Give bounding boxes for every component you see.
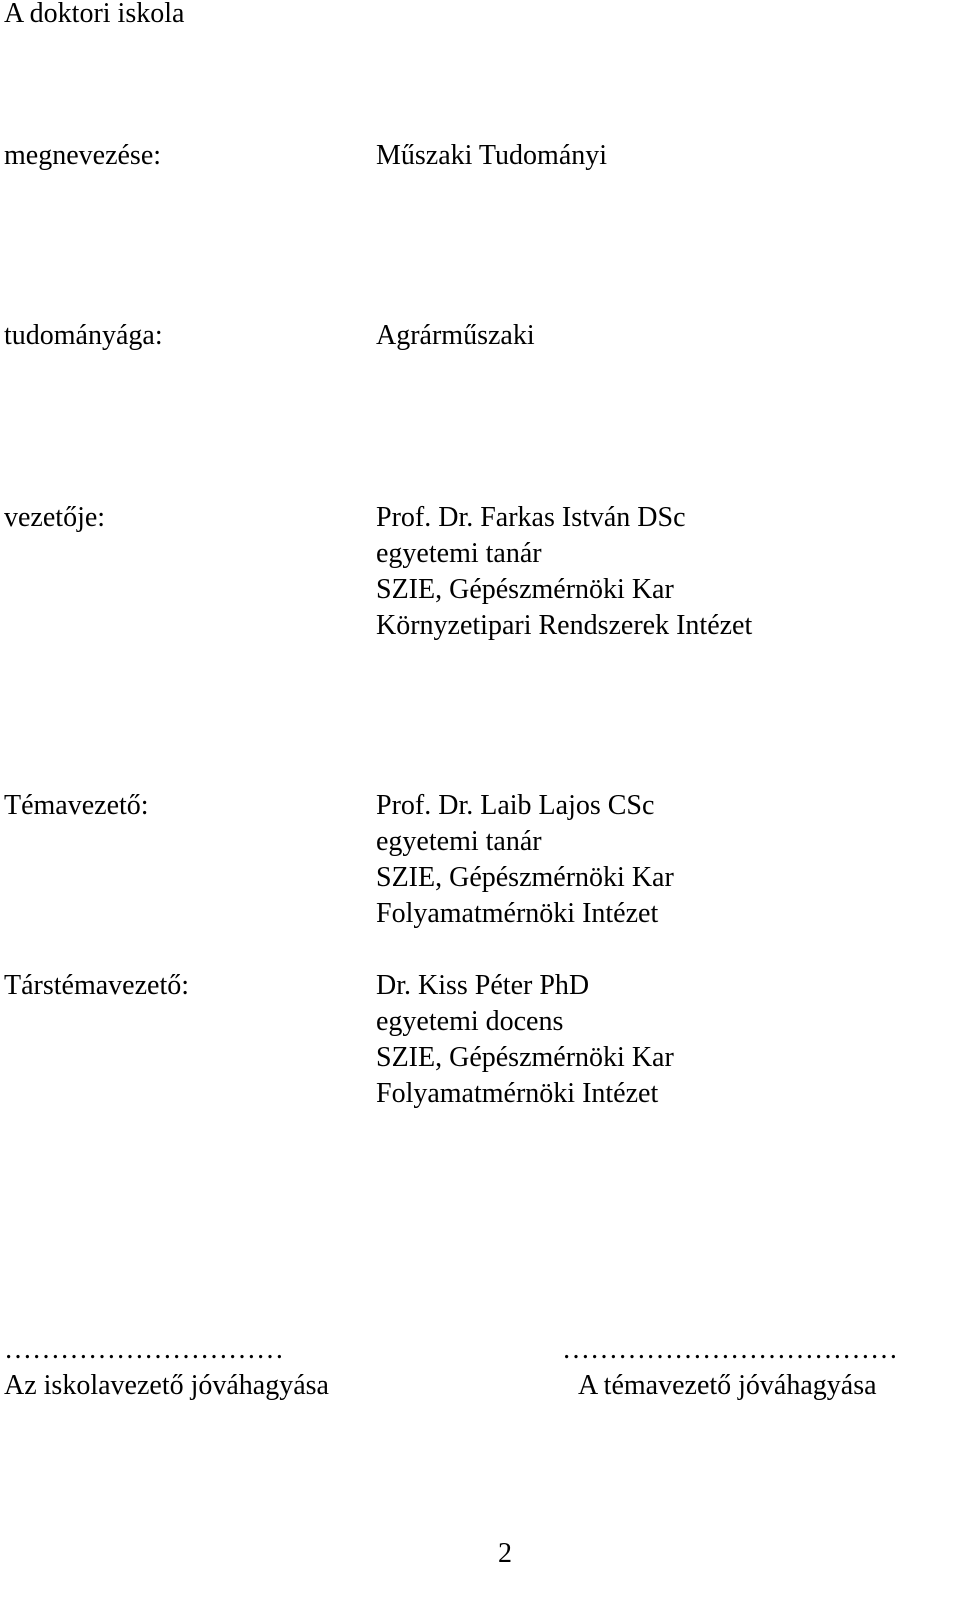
supervisor-label: Témavezető: <box>4 790 149 821</box>
co-supervisor-label: Társtémavezető: <box>4 970 190 1001</box>
supervisor-block <box>376 788 674 932</box>
co-supervisor-title: egyetemi docens <box>376 1006 564 1037</box>
head-name: Prof. Dr. Farkas István DSc <box>376 502 686 533</box>
discipline-value: Agrárműszaki <box>376 320 535 351</box>
co-supervisor-block <box>376 968 674 1112</box>
supervisor-faculty: SZIE, Gépészmérnöki Kar <box>376 862 674 893</box>
supervisor-name: Prof. Dr. Laib Lajos CSc <box>376 790 655 821</box>
signature-line-right: ……………………………… <box>562 1334 898 1365</box>
head-block <box>376 500 752 644</box>
name-value: Műszaki Tudományi <box>376 140 608 171</box>
head-institute: Környzetipari Rendszerek Intézet <box>376 610 753 641</box>
supervisor-title: egyetemi tanár <box>376 826 542 857</box>
supervisor-institute: Folyamatmérnöki Intézet <box>376 898 659 929</box>
head-title: egyetemi tanár <box>376 538 542 569</box>
co-supervisor-name: Dr. Kiss Péter PhD <box>376 970 590 1001</box>
signature-line-left: ………………………… <box>4 1334 284 1365</box>
head-faculty: SZIE, Gépészmérnöki Kar <box>376 574 674 605</box>
name-label: megnevezése: <box>4 140 162 171</box>
heading: A doktori iskola <box>4 0 185 29</box>
head-label: vezetője: <box>4 502 106 533</box>
page-number: 2 <box>498 1538 512 1569</box>
co-supervisor-faculty: SZIE, Gépészmérnöki Kar <box>376 1042 674 1073</box>
signature-caption-right: A témavezető jóváhagyása <box>578 1370 877 1401</box>
discipline-label: tudományága: <box>4 320 163 351</box>
signature-caption-left: Az iskolavezető jóváhagyása <box>4 1370 329 1401</box>
co-supervisor-institute: Folyamatmérnöki Intézet <box>376 1078 659 1109</box>
